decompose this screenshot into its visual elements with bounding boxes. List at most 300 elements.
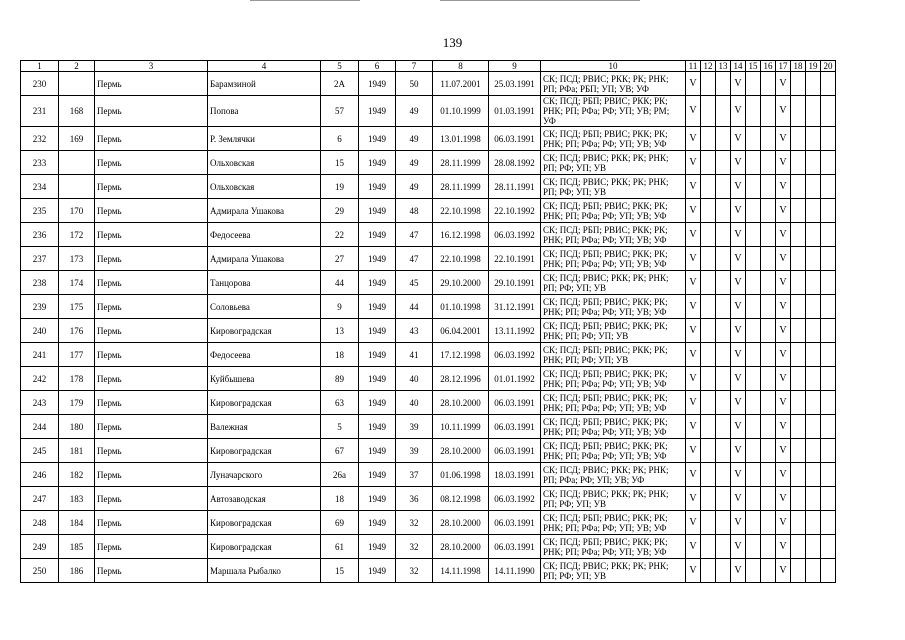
mark-cell-col-13: [716, 391, 731, 415]
street-cell: Федосеева: [208, 343, 321, 367]
scan-top-line-left: [250, 0, 360, 1]
services-cell: СК; ПСД; РБП; РВИС; РКК; РК; РНК; РП; РФа; РФ; УП; УВ; УФ: [541, 127, 686, 151]
mark-cell-col-19: [806, 295, 821, 319]
mark-cell-col-12: [701, 175, 716, 199]
mark-cell-col-18: [791, 343, 806, 367]
services-cell: СК; ПСД; РВИС; РКК; РК; РНК; РП; РФ; УП; УВ: [541, 487, 686, 511]
mark-cell-col-16: [761, 511, 776, 535]
column-header-13: 13: [716, 61, 731, 72]
mark-cell-col-20: [821, 127, 836, 151]
age-cell: 48: [396, 199, 433, 223]
mark-cell-col-14: V: [731, 343, 746, 367]
mark-cell-col-17: V: [776, 295, 791, 319]
mark-cell-col-19: [806, 415, 821, 439]
registry-id-cell: 175: [59, 295, 95, 319]
city-cell: Пермь: [95, 151, 208, 175]
street-cell: Адмирала Ушакова: [208, 247, 321, 271]
street-cell: Маршала Рыбалко: [208, 559, 321, 583]
mark-cell-col-13: [716, 127, 731, 151]
house-number-cell: 69: [321, 511, 359, 535]
mark-cell-col-15: [746, 391, 761, 415]
mark-cell-col-16: [761, 247, 776, 271]
mark-cell-col-18: [791, 439, 806, 463]
column-header-17: 17: [776, 61, 791, 72]
column-header-9: 9: [489, 61, 541, 72]
mark-cell-col-14: V: [731, 175, 746, 199]
mark-cell-col-20: [821, 487, 836, 511]
date-1-cell: 08.12.1998: [433, 487, 489, 511]
mark-cell-col-17: V: [776, 415, 791, 439]
mark-cell-col-12: [701, 463, 716, 487]
date-2-cell: 06.03.1992: [489, 487, 541, 511]
street-cell: Кировоградская: [208, 319, 321, 343]
row-number-cell: 234: [21, 175, 59, 199]
services-cell: СК; ПСД; РБП; РВИС; РКК; РК; РНК; РП; РФа; РФ; УП; УВ; УФ: [541, 415, 686, 439]
age-cell: 45: [396, 271, 433, 295]
date-2-cell: 01.03.1991: [489, 96, 541, 127]
mark-cell-col-13: [716, 415, 731, 439]
date-2-cell: 06.03.1992: [489, 223, 541, 247]
registry-id-cell: 180: [59, 415, 95, 439]
age-cell: 49: [396, 151, 433, 175]
mark-cell-col-18: [791, 199, 806, 223]
row-number-cell: 250: [21, 559, 59, 583]
date-1-cell: 10.11.1999: [433, 415, 489, 439]
mark-cell-col-18: [791, 511, 806, 535]
date-2-cell: 14.11.1990: [489, 559, 541, 583]
mark-cell-col-18: [791, 96, 806, 127]
services-cell: СК; ПСД; РВИС; РКК; РК; РНК; РП; РФ; УП; УВ: [541, 271, 686, 295]
mark-cell-col-12: [701, 343, 716, 367]
column-header-12: 12: [701, 61, 716, 72]
mark-cell-col-14: V: [731, 391, 746, 415]
house-number-cell: 89: [321, 367, 359, 391]
mark-cell-col-13: [716, 559, 731, 583]
house-number-cell: 18: [321, 487, 359, 511]
table-row: [21, 367, 836, 391]
street-cell: Ольховская: [208, 151, 321, 175]
date-1-cell: 28.12.1996: [433, 367, 489, 391]
services-cell: СК; ПСД; РВИС; РКК; РК; РНК; РП; РФа; РФ; УП; УВ; УФ: [541, 463, 686, 487]
mark-cell-col-20: [821, 96, 836, 127]
mark-cell-col-18: [791, 559, 806, 583]
mark-cell-col-19: [806, 175, 821, 199]
services-cell: СК; ПСД; РВИС; РКК; РК; РНК; РП; РФ; УП; УВ: [541, 559, 686, 583]
column-number-header-row: [21, 61, 836, 72]
date-1-cell: 01.06.1998: [433, 463, 489, 487]
registry-id-cell: 186: [59, 559, 95, 583]
street-cell: Р. Землячки: [208, 127, 321, 151]
registry-id-cell: 182: [59, 463, 95, 487]
row-number-cell: 245: [21, 439, 59, 463]
city-cell: Пермь: [95, 487, 208, 511]
mark-cell-col-19: [806, 343, 821, 367]
services-cell: СК; ПСД; РБП; РВИС; РКК; РК; РНК; РП; РФа; РФ; УП; УВ; УФ: [541, 247, 686, 271]
mark-cell-col-15: [746, 127, 761, 151]
year-cell: 1949: [359, 175, 396, 199]
mark-cell-col-19: [806, 511, 821, 535]
city-cell: Пермь: [95, 415, 208, 439]
services-cell: СК; ПСД; РБП; РВИС; РКК; РК; РНК; РП; РФа; РФ; УП; УВ; УФ: [541, 367, 686, 391]
house-number-cell: 18: [321, 343, 359, 367]
column-header-4: 4: [208, 61, 321, 72]
year-cell: 1949: [359, 439, 396, 463]
mark-cell-col-17: V: [776, 439, 791, 463]
mark-cell-col-18: [791, 367, 806, 391]
row-number-cell: 249: [21, 535, 59, 559]
date-1-cell: 28.10.2000: [433, 511, 489, 535]
column-header-3: 3: [95, 61, 208, 72]
city-cell: Пермь: [95, 247, 208, 271]
row-number-cell: 238: [21, 271, 59, 295]
mark-cell-col-12: [701, 223, 716, 247]
city-cell: Пермь: [95, 72, 208, 96]
mark-cell-col-12: [701, 559, 716, 583]
mark-cell-col-14: V: [731, 247, 746, 271]
mark-cell-col-17: V: [776, 319, 791, 343]
services-cell: СК; ПСД; РБП; РВИС; РКК; РК; РНК; РП; РФа; РФ; УП; УВ; УФ: [541, 511, 686, 535]
mark-cell-col-16: [761, 463, 776, 487]
row-number-cell: 231: [21, 96, 59, 127]
mark-cell-col-15: [746, 439, 761, 463]
registry-id-cell: 183: [59, 487, 95, 511]
mark-cell-col-16: [761, 127, 776, 151]
date-1-cell: 28.10.2000: [433, 391, 489, 415]
mark-cell-col-13: [716, 96, 731, 127]
mark-cell-col-19: [806, 151, 821, 175]
mark-cell-col-15: [746, 535, 761, 559]
row-number-cell: 246: [21, 463, 59, 487]
date-2-cell: 18.03.1991: [489, 463, 541, 487]
mark-cell-col-17: V: [776, 223, 791, 247]
mark-cell-col-14: V: [731, 535, 746, 559]
mark-cell-col-19: [806, 319, 821, 343]
row-number-cell: 235: [21, 199, 59, 223]
mark-cell-col-20: [821, 535, 836, 559]
house-number-cell: 67: [321, 439, 359, 463]
mark-cell-col-13: [716, 295, 731, 319]
age-cell: 36: [396, 487, 433, 511]
age-cell: 39: [396, 439, 433, 463]
mark-cell-col-15: [746, 319, 761, 343]
city-cell: Пермь: [95, 271, 208, 295]
mark-cell-col-13: [716, 72, 731, 96]
date-1-cell: 28.10.2000: [433, 439, 489, 463]
age-cell: 49: [396, 127, 433, 151]
age-cell: 49: [396, 96, 433, 127]
mark-cell-col-18: [791, 223, 806, 247]
table-row: [21, 535, 836, 559]
table-row: [21, 295, 836, 319]
mark-cell-col-15: [746, 367, 761, 391]
date-2-cell: 06.03.1991: [489, 535, 541, 559]
column-header-19: 19: [806, 61, 821, 72]
city-cell: Пермь: [95, 319, 208, 343]
mark-cell-col-17: V: [776, 96, 791, 127]
year-cell: 1949: [359, 319, 396, 343]
house-number-cell: 57: [321, 96, 359, 127]
services-cell: СК; ПСД; РБП; РВИС; РКК; РК; РНК; РП; РФа; РФ; УП; УВ; УФ: [541, 295, 686, 319]
services-cell: СК; ПСД; РБП; РВИС; РКК; РК; РНК; РП; РФа; РФ; УП; УВ; УФ: [541, 439, 686, 463]
date-2-cell: 13.11.1992: [489, 319, 541, 343]
services-cell: СК; ПСД; РБП; РВИС; РКК; РК; РНК; РП; РФа; РФ; УП; УВ; УФ: [541, 391, 686, 415]
mark-cell-col-19: [806, 199, 821, 223]
mark-cell-col-11: V: [686, 487, 701, 511]
date-1-cell: 01.10.1998: [433, 295, 489, 319]
table-row: [21, 271, 836, 295]
date-2-cell: 22.10.1991: [489, 247, 541, 271]
mark-cell-col-18: [791, 415, 806, 439]
mark-cell-col-19: [806, 271, 821, 295]
column-header-2: 2: [59, 61, 95, 72]
mark-cell-col-13: [716, 199, 731, 223]
services-cell: СК; ПСД; РВИС; РКК; РК; РНК; РП; РФа; РБП; УП; УВ; УФ: [541, 72, 686, 96]
date-1-cell: 16.12.1998: [433, 223, 489, 247]
date-2-cell: 06.03.1991: [489, 415, 541, 439]
city-cell: Пермь: [95, 199, 208, 223]
table-row: [21, 415, 836, 439]
mark-cell-col-18: [791, 72, 806, 96]
date-2-cell: 01.01.1992: [489, 367, 541, 391]
table-row: [21, 559, 836, 583]
row-number-cell: 248: [21, 511, 59, 535]
column-header-1: 1: [21, 61, 59, 72]
mark-cell-col-12: [701, 247, 716, 271]
column-header-11: 11: [686, 61, 701, 72]
mark-cell-col-14: V: [731, 223, 746, 247]
street-cell: Федосеева: [208, 223, 321, 247]
city-cell: Пермь: [95, 96, 208, 127]
mark-cell-col-14: V: [731, 511, 746, 535]
mark-cell-col-17: V: [776, 391, 791, 415]
mark-cell-col-17: V: [776, 271, 791, 295]
mark-cell-col-13: [716, 271, 731, 295]
table-row: [21, 72, 836, 96]
age-cell: 32: [396, 535, 433, 559]
mark-cell-col-14: V: [731, 199, 746, 223]
mark-cell-col-17: V: [776, 72, 791, 96]
column-header-10: 10: [541, 61, 686, 72]
registry-id-cell: 178: [59, 367, 95, 391]
mark-cell-col-16: [761, 199, 776, 223]
house-number-cell: 2А: [321, 72, 359, 96]
mark-cell-col-15: [746, 247, 761, 271]
table-row: [21, 247, 836, 271]
year-cell: 1949: [359, 223, 396, 247]
mark-cell-col-11: V: [686, 199, 701, 223]
table-row: [21, 127, 836, 151]
registry-id-cell: 185: [59, 535, 95, 559]
date-1-cell: 28.11.1999: [433, 151, 489, 175]
mark-cell-col-14: V: [731, 319, 746, 343]
date-1-cell: 28.10.2000: [433, 535, 489, 559]
mark-cell-col-11: V: [686, 151, 701, 175]
mark-cell-col-11: V: [686, 271, 701, 295]
row-number-cell: 236: [21, 223, 59, 247]
mark-cell-col-15: [746, 72, 761, 96]
mark-cell-col-20: [821, 72, 836, 96]
date-2-cell: 06.03.1992: [489, 343, 541, 367]
city-cell: Пермь: [95, 439, 208, 463]
mark-cell-col-15: [746, 511, 761, 535]
street-cell: Луначарского: [208, 463, 321, 487]
mark-cell-col-12: [701, 72, 716, 96]
year-cell: 1949: [359, 391, 396, 415]
mark-cell-col-16: [761, 439, 776, 463]
mark-cell-col-11: V: [686, 343, 701, 367]
registry-id-cell: 168: [59, 96, 95, 127]
mark-cell-col-13: [716, 439, 731, 463]
age-cell: 40: [396, 391, 433, 415]
row-number-cell: 241: [21, 343, 59, 367]
mark-cell-col-19: [806, 247, 821, 271]
table-row: [21, 199, 836, 223]
mark-cell-col-18: [791, 487, 806, 511]
mark-cell-col-16: [761, 223, 776, 247]
mark-cell-col-20: [821, 271, 836, 295]
mark-cell-col-17: V: [776, 559, 791, 583]
year-cell: 1949: [359, 487, 396, 511]
mark-cell-col-17: V: [776, 511, 791, 535]
date-1-cell: 13.01.1998: [433, 127, 489, 151]
column-header-18: 18: [791, 61, 806, 72]
column-header-20: 20: [821, 61, 836, 72]
year-cell: 1949: [359, 343, 396, 367]
date-1-cell: 28.11.1999: [433, 175, 489, 199]
city-cell: Пермь: [95, 463, 208, 487]
mark-cell-col-14: V: [731, 559, 746, 583]
mark-cell-col-20: [821, 247, 836, 271]
registry-id-cell: 177: [59, 343, 95, 367]
date-1-cell: 01.10.1999: [433, 96, 489, 127]
table-row: [21, 151, 836, 175]
age-cell: 50: [396, 72, 433, 96]
mark-cell-col-19: [806, 535, 821, 559]
registry-id-cell: 174: [59, 271, 95, 295]
house-number-cell: 15: [321, 559, 359, 583]
table-row: [21, 511, 836, 535]
row-number-cell: 232: [21, 127, 59, 151]
mark-cell-col-16: [761, 415, 776, 439]
mark-cell-col-17: V: [776, 343, 791, 367]
date-2-cell: 06.03.1991: [489, 511, 541, 535]
mark-cell-col-11: V: [686, 223, 701, 247]
row-number-cell: 237: [21, 247, 59, 271]
mark-cell-col-11: V: [686, 559, 701, 583]
mark-cell-col-16: [761, 271, 776, 295]
mark-cell-col-13: [716, 343, 731, 367]
date-1-cell: 11.07.2001: [433, 72, 489, 96]
mark-cell-col-19: [806, 367, 821, 391]
column-header-7: 7: [396, 61, 433, 72]
age-cell: 43: [396, 319, 433, 343]
city-cell: Пермь: [95, 559, 208, 583]
mark-cell-col-19: [806, 72, 821, 96]
mark-cell-col-20: [821, 415, 836, 439]
mark-cell-col-18: [791, 463, 806, 487]
date-2-cell: 28.08.1992: [489, 151, 541, 175]
city-cell: Пермь: [95, 127, 208, 151]
house-number-cell: 27: [321, 247, 359, 271]
row-number-cell: 230: [21, 72, 59, 96]
mark-cell-col-15: [746, 151, 761, 175]
street-cell: Валежная: [208, 415, 321, 439]
date-2-cell: 28.11.1991: [489, 175, 541, 199]
mark-cell-col-19: [806, 127, 821, 151]
mark-cell-col-12: [701, 96, 716, 127]
mark-cell-col-17: V: [776, 199, 791, 223]
mark-cell-col-19: [806, 223, 821, 247]
mark-cell-col-14: V: [731, 439, 746, 463]
age-cell: 49: [396, 175, 433, 199]
mark-cell-col-16: [761, 367, 776, 391]
mark-cell-col-16: [761, 535, 776, 559]
mark-cell-col-19: [806, 559, 821, 583]
mark-cell-col-18: [791, 535, 806, 559]
date-2-cell: 22.10.1992: [489, 199, 541, 223]
housing-registry-table: [20, 60, 836, 583]
age-cell: 47: [396, 223, 433, 247]
registry-id-cell: 170: [59, 199, 95, 223]
registry-id-cell: 169: [59, 127, 95, 151]
year-cell: 1949: [359, 247, 396, 271]
mark-cell-col-12: [701, 535, 716, 559]
mark-cell-col-16: [761, 319, 776, 343]
row-number-cell: 243: [21, 391, 59, 415]
age-cell: 32: [396, 559, 433, 583]
mark-cell-col-16: [761, 151, 776, 175]
city-cell: Пермь: [95, 295, 208, 319]
mark-cell-col-20: [821, 463, 836, 487]
mark-cell-col-17: V: [776, 463, 791, 487]
row-number-cell: 242: [21, 367, 59, 391]
mark-cell-col-11: V: [686, 511, 701, 535]
mark-cell-col-20: [821, 199, 836, 223]
mark-cell-col-17: V: [776, 151, 791, 175]
house-number-cell: 19: [321, 175, 359, 199]
mark-cell-col-11: V: [686, 367, 701, 391]
house-number-cell: 5: [321, 415, 359, 439]
registry-id-cell: 184: [59, 511, 95, 535]
mark-cell-col-14: V: [731, 415, 746, 439]
table-row: [21, 96, 836, 127]
mark-cell-col-17: V: [776, 487, 791, 511]
mark-cell-col-15: [746, 175, 761, 199]
mark-cell-col-12: [701, 319, 716, 343]
mark-cell-col-13: [716, 487, 731, 511]
age-cell: 41: [396, 343, 433, 367]
row-number-cell: 244: [21, 415, 59, 439]
mark-cell-col-19: [806, 439, 821, 463]
date-1-cell: 06.04.2001: [433, 319, 489, 343]
row-number-cell: 233: [21, 151, 59, 175]
table-row: [21, 343, 836, 367]
mark-cell-col-16: [761, 96, 776, 127]
mark-cell-col-15: [746, 463, 761, 487]
house-number-cell: 15: [321, 151, 359, 175]
city-cell: Пермь: [95, 511, 208, 535]
mark-cell-col-20: [821, 511, 836, 535]
city-cell: Пермь: [95, 367, 208, 391]
mark-cell-col-17: V: [776, 175, 791, 199]
mark-cell-col-19: [806, 391, 821, 415]
date-2-cell: 31.12.1991: [489, 295, 541, 319]
house-number-cell: 22: [321, 223, 359, 247]
date-2-cell: 06.03.1991: [489, 391, 541, 415]
mark-cell-col-17: V: [776, 367, 791, 391]
age-cell: 39: [396, 415, 433, 439]
year-cell: 1949: [359, 367, 396, 391]
